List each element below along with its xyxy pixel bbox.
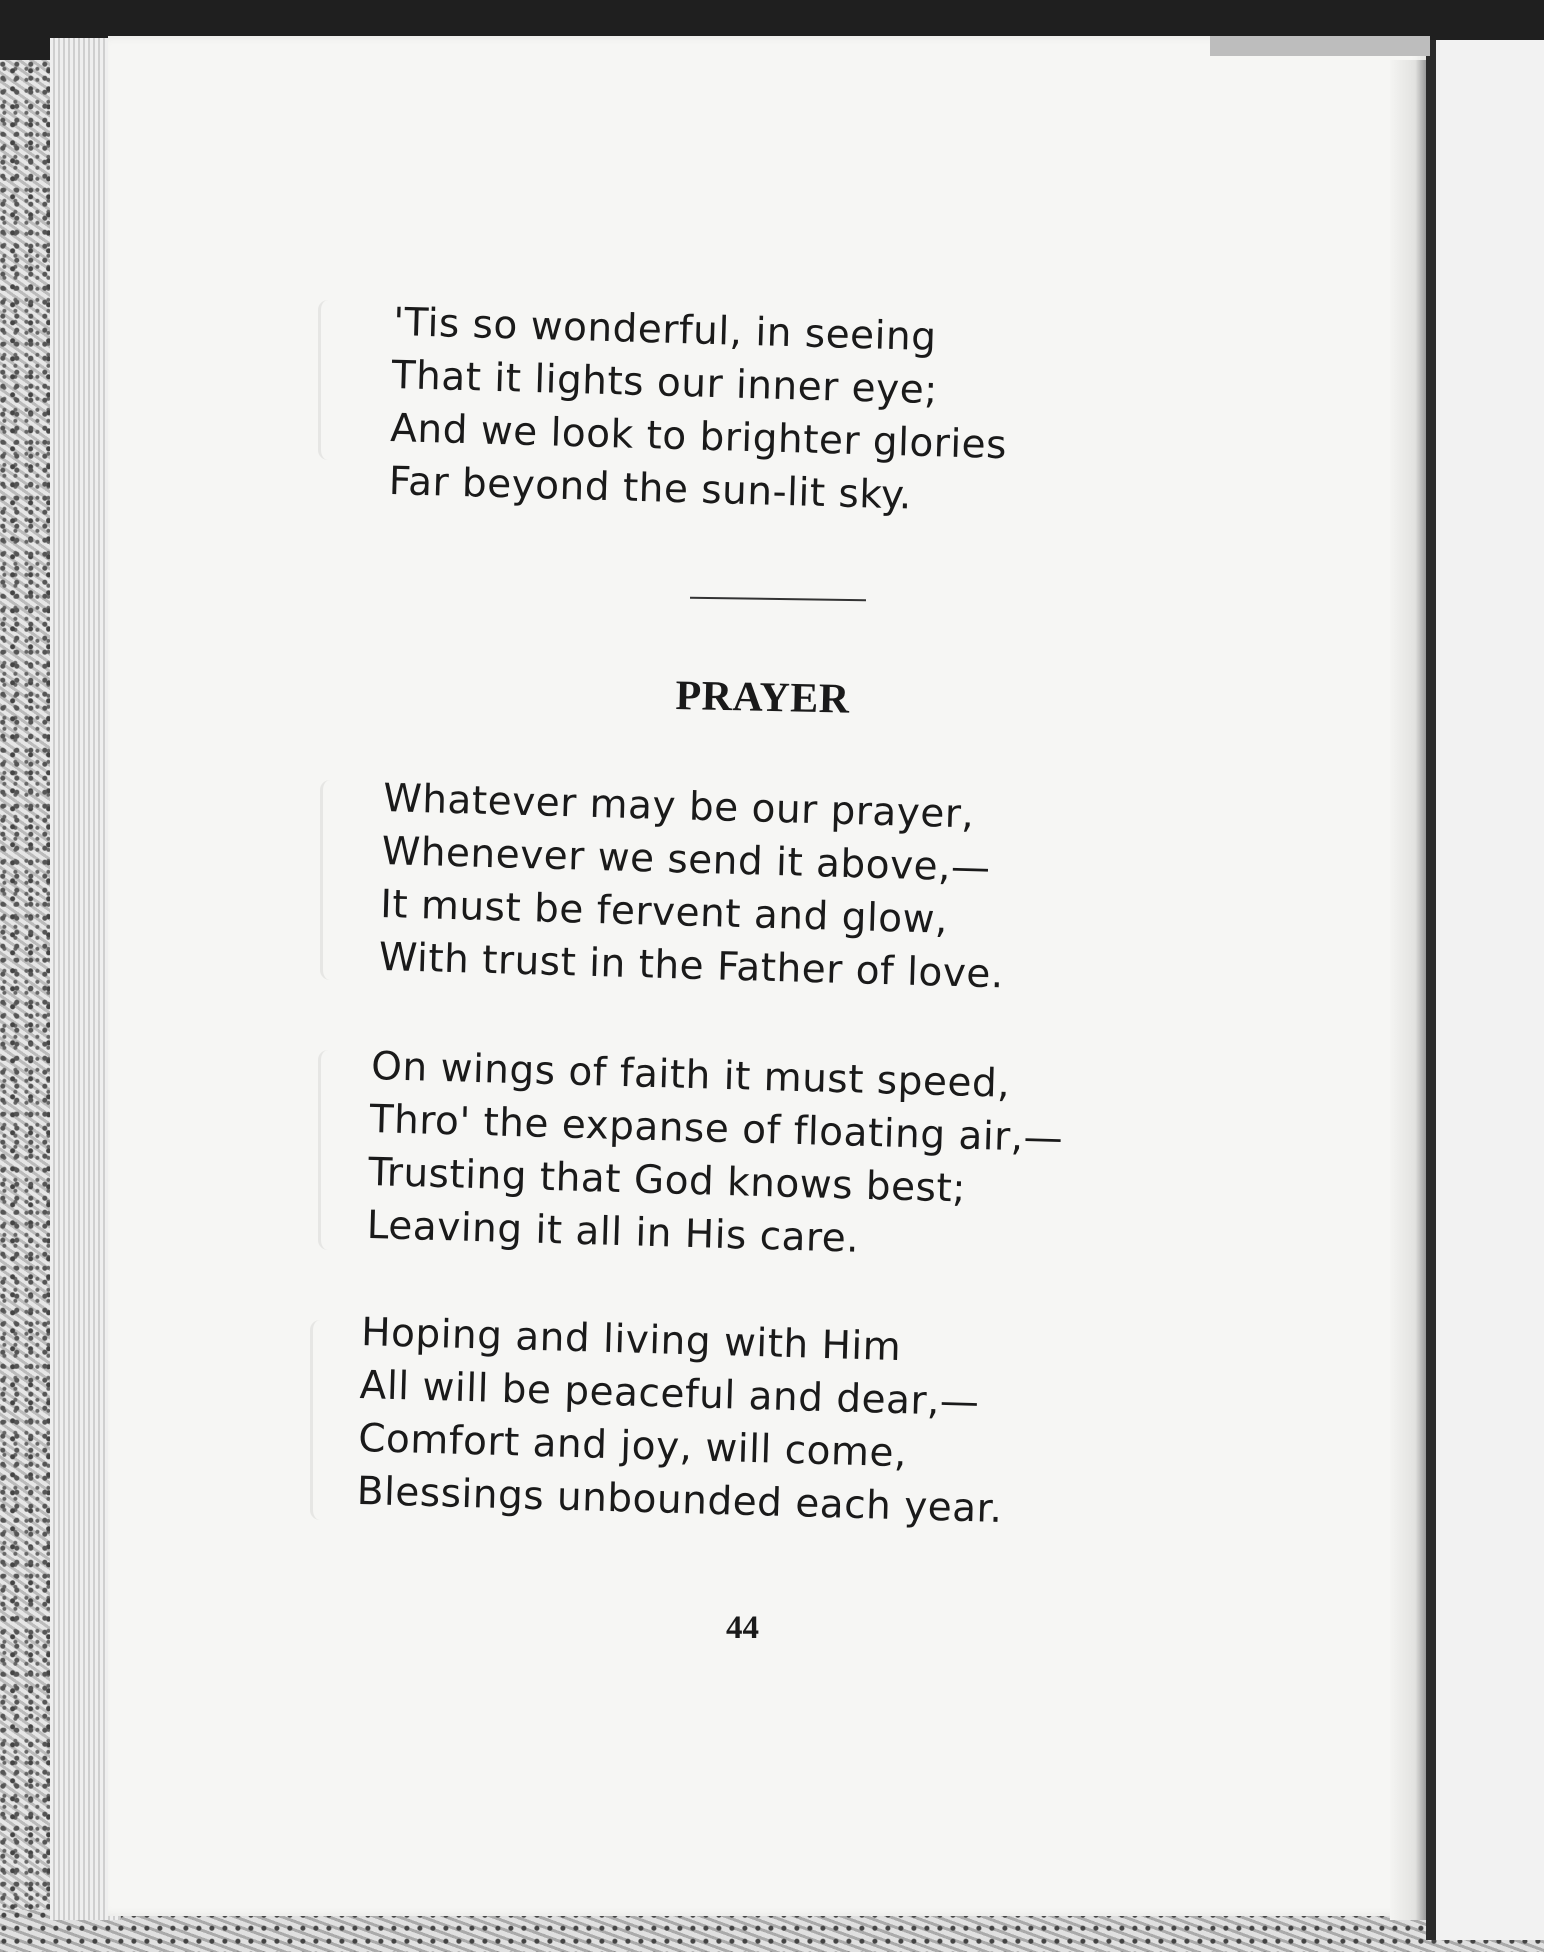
pencil-mark <box>310 1320 337 1520</box>
page-number: 44 <box>726 1610 759 1646</box>
poem-line: On wings of faith it must speed, <box>370 1043 1011 1107</box>
poem-line: Blessings unbounded each year. <box>356 1468 1004 1532</box>
poem-stanza <box>356 1306 1008 1536</box>
poem-line: Thro' the expanse of floating air,— <box>369 1096 1064 1162</box>
poem-line: All will be peaceful and dear,— <box>359 1362 980 1426</box>
poem-line: That it lights our inner eye; <box>391 352 939 414</box>
poem-stanza <box>366 1040 1065 1271</box>
binding-band <box>1210 36 1430 56</box>
marbled-endpaper-bottom <box>0 1910 1544 1952</box>
poem-line: Whenever we send it above,— <box>381 828 992 891</box>
poem-line: 'Tis so wonderful, in seeing <box>392 299 938 361</box>
poem-line: Whatever may be our prayer, <box>382 775 975 838</box>
pencil-mark <box>318 1050 345 1250</box>
poem-line: With trust in the Father of love. <box>378 934 1005 998</box>
poem-line: It must be fervent and glow, <box>379 881 949 943</box>
poem-line: Far beyond the sun-lit sky. <box>388 458 913 519</box>
facing-page <box>1426 40 1544 1940</box>
poem-stanza <box>378 772 1009 1001</box>
poem-line: Trusting that God knows best; <box>367 1149 967 1212</box>
poem-line: Hoping and living with Him <box>360 1309 902 1371</box>
poem-line: Leaving it all in His care. <box>366 1202 860 1262</box>
poem-line: Comfort and joy, will come, <box>357 1415 908 1477</box>
poem-stanza <box>388 296 1011 525</box>
poem-title: PRAYER <box>675 672 851 723</box>
poem-line: And we look to brighter glories <box>389 405 1008 469</box>
pencil-mark <box>320 780 347 980</box>
pencil-mark <box>318 300 351 460</box>
page-gutter-edge <box>1390 60 1426 1920</box>
